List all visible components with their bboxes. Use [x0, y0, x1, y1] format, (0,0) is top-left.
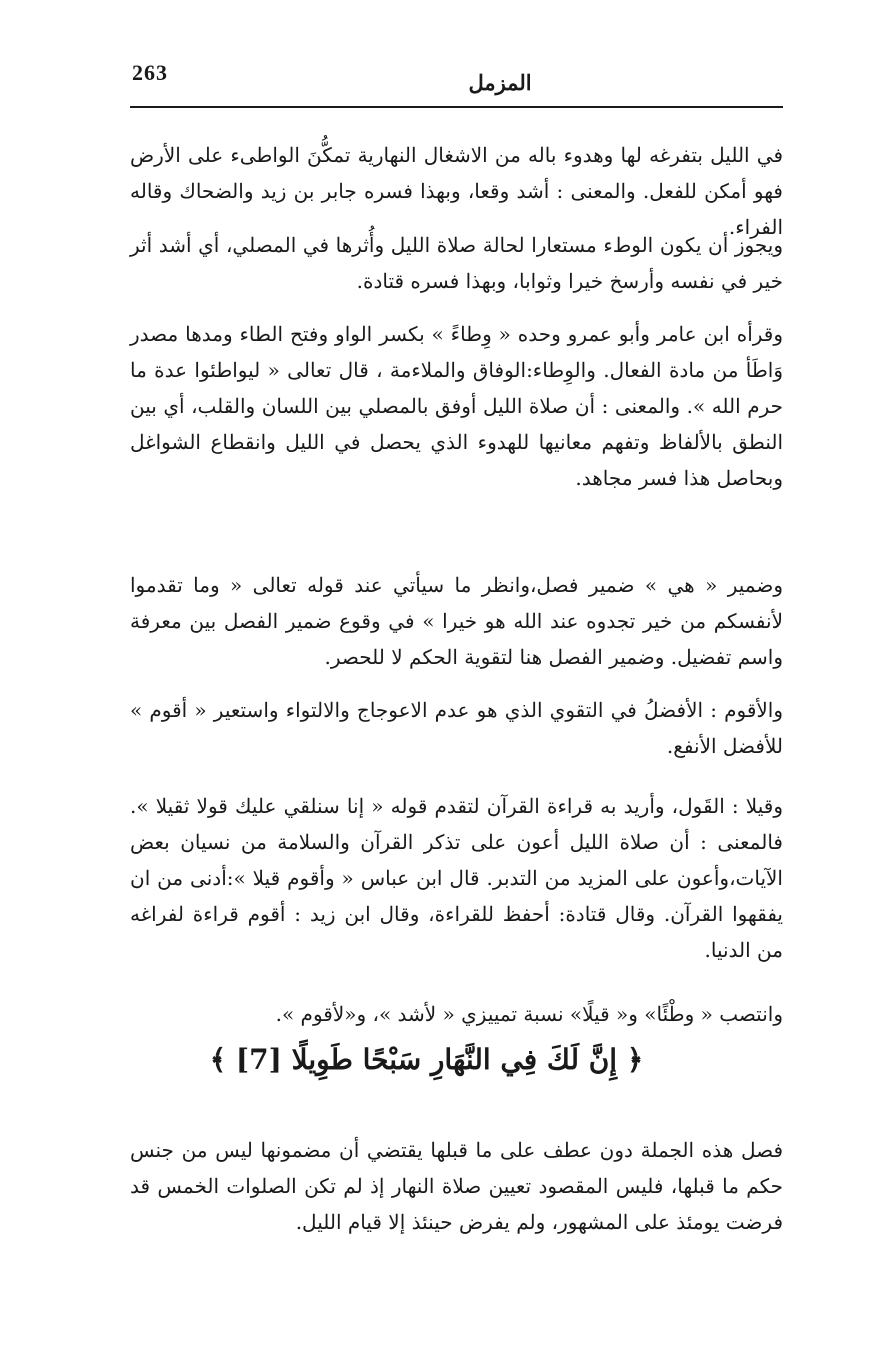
quran-verse-text: ﴿ إِنَّ لَكَ فِي النَّهَارِ سَبْحًا طَوِيلًا [7] ﴾	[209, 1043, 644, 1076]
quran-verse	[130, 1038, 783, 1082]
paragraph-8: فصل هذه الجملة دون عطف على ما قبلها يقتضي أن مضمونها ليس من جنس حكم ما قبلها، فليس المقصود تعيين صلاة النهار إذ لم تكن الصلوات الخمس قد فرضت يومئذ على المشهور، ولم يفرض حينئذ إلا قيام الليل.	[130, 1138, 783, 1234]
paragraph-5: والأقوم : الأفضلُ في التقوي الذي هو عدم الاعوجاج والالتواء واستعير « أقوم » للأفضل الأنفع.	[130, 698, 783, 758]
paragraph-2: ويجوز أن يكون الوطء مستعارا لحالة صلاة الليل وأُثرها في المصلي، أي أشد أثر خير في نفسه وأرسخ خيرا وثوابا، وبهذا فسره قتادة.	[130, 233, 783, 293]
paragraph-4: وضمير « هي » ضمير فصل،وانظر ما سيأتي عند قوله تعالى « وما تقدموا لأنفسكم من خير تجدوه عند الله هو خيرا » في وقوع ضمير الفصل بين معرفة واسم تفضيل. وضمير الفصل هنا لتقوية الحكم لا للحصر.	[130, 573, 783, 669]
paragraph-7: وانتصب « وطْئًا» و« قيلًا» نسبة تمييزي « لأشد »، و«لأقوم ».	[275, 1002, 783, 1026]
running-title: المزمل	[468, 70, 532, 95]
body-text	[130, 0, 783, 1363]
page-number: 263	[132, 60, 168, 85]
paragraph-6: وقيلا : القَول، وأريد به قراءة القرآن لتقدم قوله « إنا سنلقي عليك قولا ثقيلا ». فالمعنى : أن صلاة الليل أعون على تذكر القرآن والسلامة من نسيان بعض الآيات،وأعون على المزيد من التدبر. قال ابن عباس « وأقوم قيلا »:أدنى من ان يفقهوا القرآن. وقال قتادة: أحفظ للقراءة، وقال ابن زيد : أقوم قراءة لفراغه من الدنيا.	[130, 794, 783, 962]
paragraph-3: وقرأه ابن عامر وأبو عمرو وحده « وِطاءً » بكسر الواو وفتح الطاء ومدها مصدر وَاطَأ من مادة الفعال. والوِطاء:الوفاق والملاءمة ، قال تعالى « ليواطئوا عدة ما حرم الله ». والمعنى : أن صلاة الليل أوفق بالمصلي بين اللسان والقلب، أي بين النطق بالألفاظ وتفهم معانيها للهدوء الذي يحصل في الليل وانقطاع الشواغل وبحاصل هذا فسر مجاهد.	[130, 322, 783, 490]
paragraph-1: في الليل بتفرغه لها وهدوء باله من الاشغال النهارية تمكُّنَ الواطىء على الأرض فهو أمكن للفعل. والمعنى : أشد وقعا، وبهذا فسره جابر بن زيد والضحاك وقاله الفراء.	[130, 143, 783, 239]
